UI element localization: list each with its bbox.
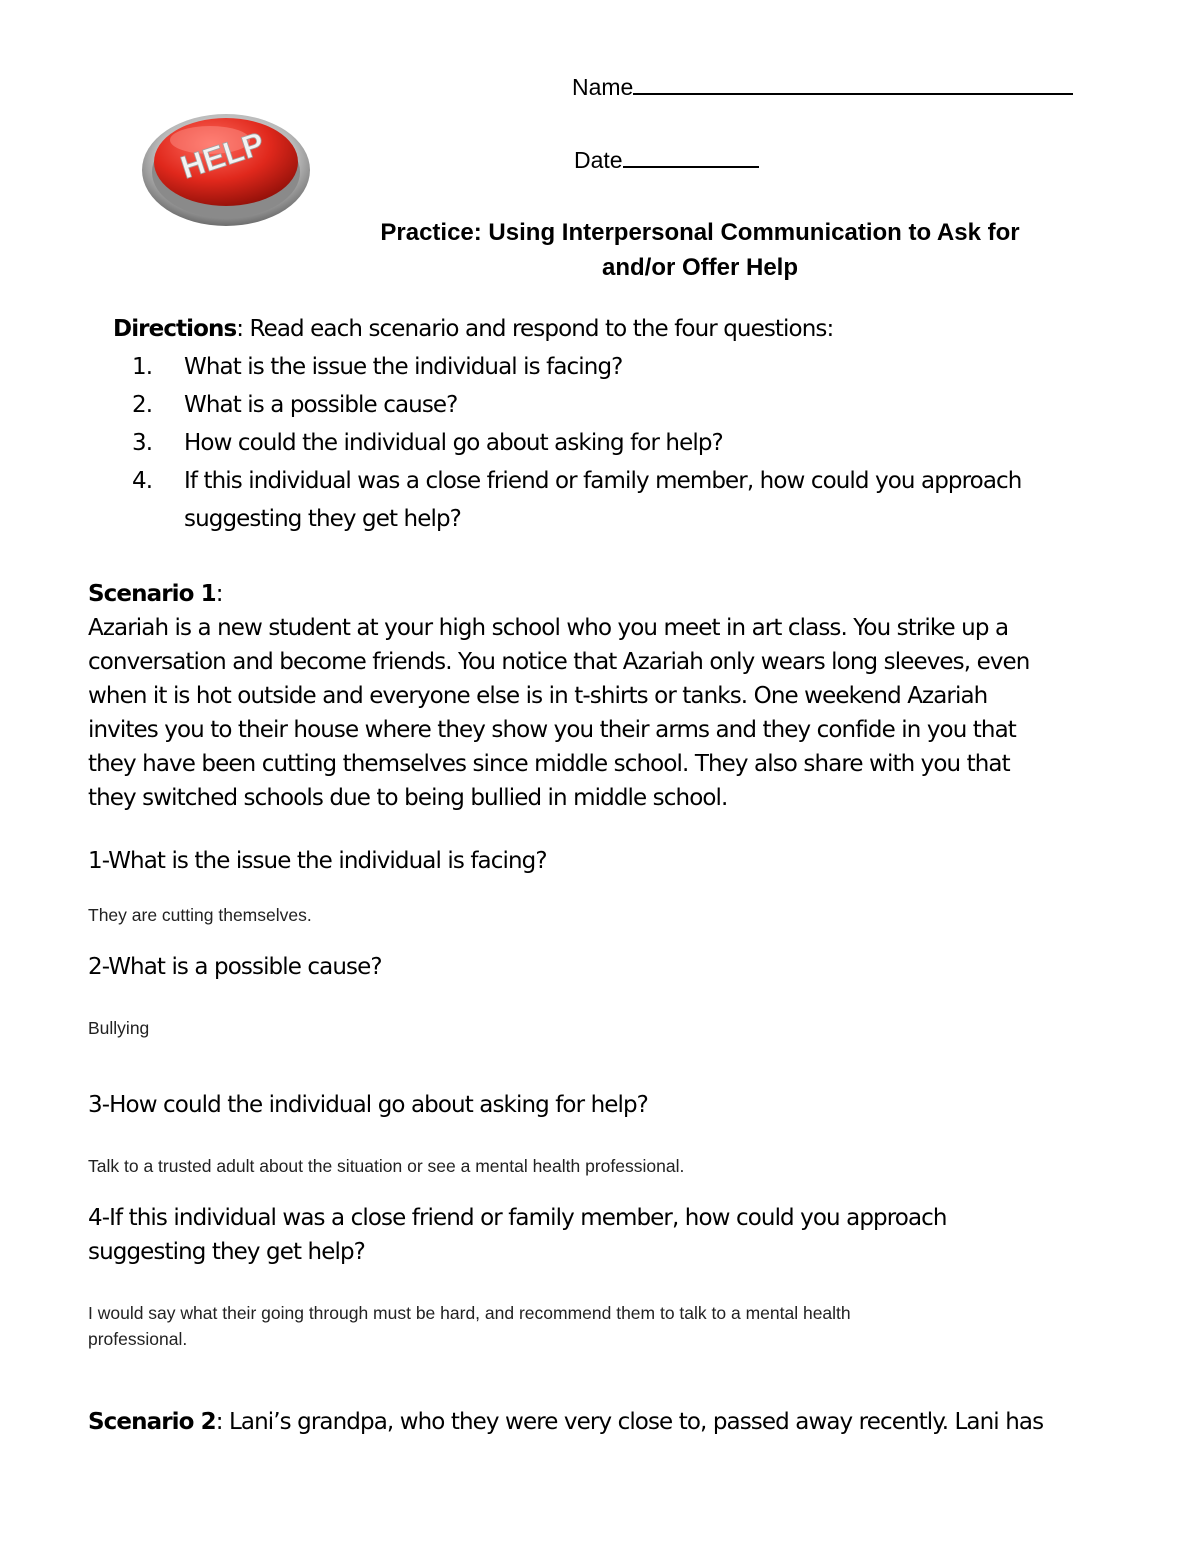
question-4: 4-If this individual was a close friend or family member, how could you approach suggesting they get help?	[88, 1205, 947, 1265]
directions-list	[88, 348, 1128, 538]
name-blank-line	[633, 73, 1073, 95]
date-blank-line	[623, 146, 759, 168]
help-logo-text: HELP	[176, 124, 269, 186]
answer-4: I would say what their going through must be hard, and recommend them to talk to a mental health professional.	[88, 1303, 851, 1349]
directions-item-1: 1. What is the issue the individual is facing?	[132, 354, 623, 380]
scenario-1	[88, 577, 1148, 815]
scenario-2	[88, 1405, 1168, 1439]
date-label: Date	[574, 147, 623, 173]
question-2: 2-What is a possible cause?	[88, 954, 382, 980]
directions-item-3: 3. How could the individual go about asking for help?	[132, 430, 723, 456]
directions-label: Directions	[113, 316, 237, 342]
answer-1: They are cutting themselves.	[88, 905, 312, 925]
answer-3: Talk to a trusted adult about the situation or see a mental health professional.	[88, 1156, 685, 1176]
name-label: Name	[572, 74, 634, 100]
page-title	[300, 218, 1100, 288]
question-3: 3-How could the individual go about asking for help?	[88, 1092, 648, 1118]
directions-item-2: 2. What is a possible cause?	[132, 392, 458, 418]
scenario-1-heading: Scenario 1:	[88, 581, 223, 607]
title-line-2: and/or Offer Help	[601, 254, 799, 281]
directions-section	[88, 310, 1128, 538]
directions-text: : Read each scenario and respond to the four questions:	[236, 316, 834, 342]
answer-2: Bullying	[88, 1018, 150, 1038]
directions-item-4: 4. If this individual was a close friend or family member, how could you approach suggesting they get help?	[132, 468, 1022, 532]
name-field-row	[572, 73, 1073, 101]
scenario-1-text: Azariah is a new student at your high school who you meet in art class. You strike up a conversation and become friends. You notice that Azariah only wears long sleeves, even when it is hot outside and everyone else is in t-shirts or tanks. One weekend Azariah invites you to their house where they show you their arms and they confide in you that they have been cutting themselves since middle school. They also share with you that they switched schools due to being bullied in middle school.	[88, 615, 1030, 811]
scenario-2-text: : Lani’s grandpa, who they were very close to, passed away recently. Lani has	[215, 1409, 1044, 1435]
question-1: 1-What is the issue the individual is facing?	[88, 848, 547, 874]
title-line-1: Practice: Using Interpersonal Communication to Ask for	[380, 219, 1020, 246]
help-button-logo	[140, 100, 312, 228]
scenario-2-label: Scenario 2	[88, 1409, 216, 1435]
directions-heading	[88, 310, 1128, 348]
date-field-row	[574, 146, 759, 174]
